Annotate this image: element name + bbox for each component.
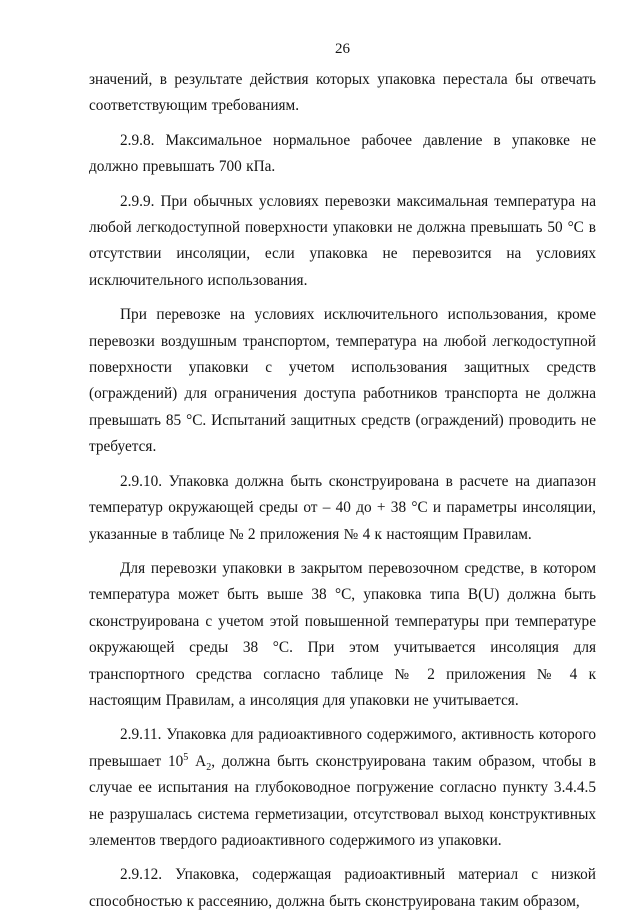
paragraph-continuation: значений, в результате действия которых упаковка перестала бы отвечать соответствующим требованиям. [89,71,596,115]
paragraph-2-9-11 [89,722,596,854]
a2-subscript: 2 [206,761,212,773]
exponent-superscript: 5 [183,751,189,763]
paragraph-exclusive-use: При перевозке на условиях исключительного использования, кроме перевозки воздушным транспортом, температура на любой легкодоступной поверхности упаковки с учетом использования защитных средств (ограждений) для ограничения доступа работников транспорта не должна превышать 85 °С. Испытаний защитных средств (ограждений) проводить не требуется. [89,306,596,456]
paragraph-2-9-8: 2.9.8. Максимальное нормальное рабочее давление в упаковке не должно превышать 700 кПа. [89,131,596,176]
paragraph-closed-vehicle: Для перевозки упаковки в закрытом перевозочном средстве, в котором температура может быть выше 38 °С, упаковка типа B(U) должна быть сконструирована с учетом этой повышенной температуры при температуре окружающей среды 38 °С. При этом учитывается инсоляция для транспортного средства согласно таблице № 2 приложения № 4 к настоящим Правилам, а инсоляция для упаковки не учитывается. [89,559,596,709]
paragraph-2-9-12: 2.9.12. Упаковка, содержащая радиоактивный материал с низкой способностью к рассеянию, должна быть сконструирована таким образом, [89,866,596,910]
page-number: 26 [335,41,350,57]
paragraph-2-9-11-after: , должна быть сконструирована таким образом, чтобы в случае ее испытания на глубоководное погружение согласно пункту 3.4.4.5 не разрушалась система герметизации, отсутствовал выход конструктивных элементов твердого радиоактивного содержимого из упаковки. [89,752,597,849]
paragraph-2-9-11-before: 2.9.11. Упаковка для радиоактивного содержимого, активность которого превышает 10 [89,726,596,770]
paragraph-2-9-11-mid: А [188,752,207,770]
body-text [89,67,596,915]
paragraph-2-9-9: 2.9.9. При обычных условиях перевозки максимальная температура на любой легкодоступной поверхности упаковки не должна превышать 50 °С в отсутствии инсоляции, если упаковка не перевозится на условиях исключительного использования. [89,192,596,289]
paragraph-2-9-10: 2.9.10. Упаковка должна быть сконструирована в расчете на диапазон температур окружающей среды от – 40 до + 38 °С и параметры инсоляции, указанные в таблице № 2 приложения № 4 к настоящим Правилам. [89,472,596,543]
